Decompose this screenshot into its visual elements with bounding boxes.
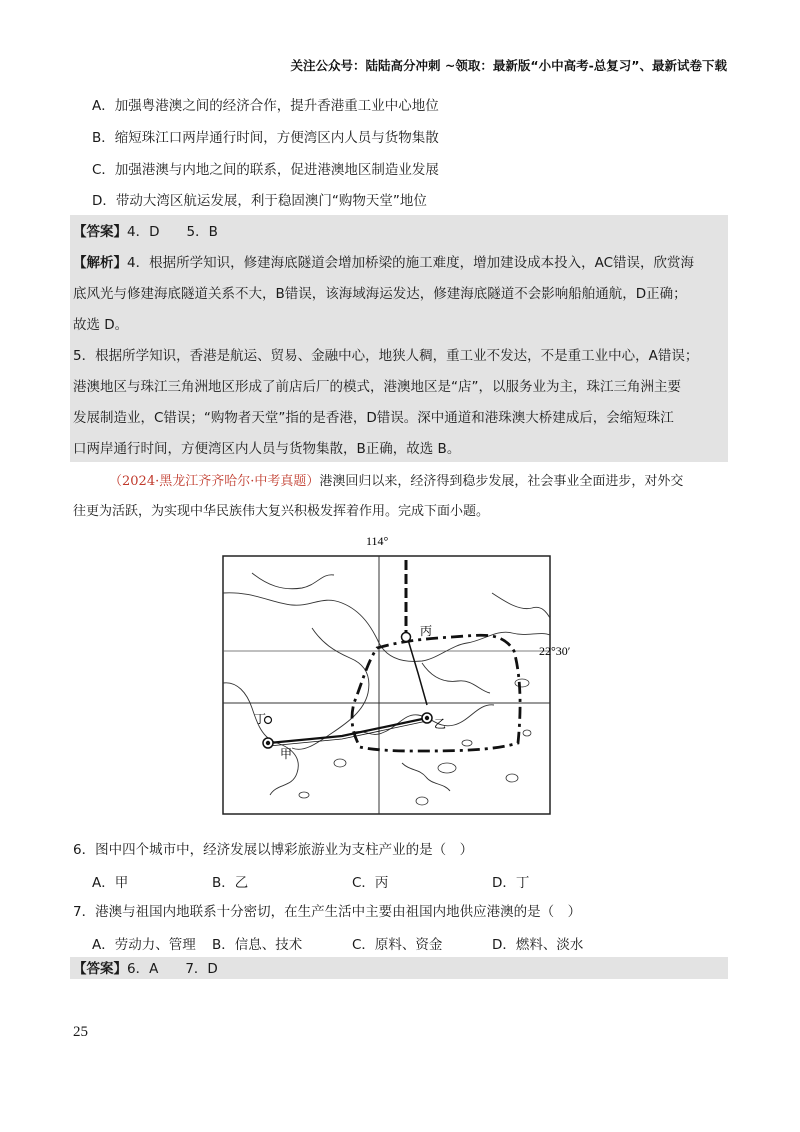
answer2-label: 【答案】	[73, 961, 127, 977]
analysis-line-3: 故选 D。	[73, 317, 129, 333]
q6-option-b: B．乙	[212, 875, 249, 891]
q7-option-a: A．劳动力、管理	[92, 937, 196, 953]
q6-option-c: C．丙	[352, 875, 389, 891]
q6-option-a: A．甲	[92, 875, 129, 891]
analysis-line-2: 底风光与修建海底隧道关系不大，B错误，该海域海运发达，修建海底隧道不会影响船舶通航，D正确；	[73, 286, 687, 302]
q5-option-d: D．带动大湾区航运发展，利于稳固澳门“购物天堂”地位	[92, 193, 427, 209]
q6-option-d: D．丁	[492, 875, 530, 891]
page-number: 25	[73, 1024, 88, 1040]
q5-option-c: C．加强港澳与内地之间的联系，促进港澳地区制造业发展	[92, 162, 439, 178]
analysis-line-4: 5．根据所学知识，香港是航运、贸易、金融中心，地狭人稠，重工业不发达，不是重工业中心，A错误；	[73, 348, 699, 364]
answer2-text: 6．A 7．D	[127, 961, 218, 977]
analysis-text: 4．根据所学知识，修建海底隧道会增加桥梁的施工难度，增加建设成本投入，AC错误，欣赏海	[127, 255, 695, 271]
intro-text-1: 港澳回归以来，经济得到稳步发展，社会事业全面进步，对外交	[319, 474, 684, 489]
intro-line-1	[109, 472, 683, 492]
q7-option-d: D．燃料、淡水	[492, 937, 584, 953]
q5-option-b: B．缩短珠江口两岸通行时间，方便湾区内人员与货物集散	[92, 130, 439, 146]
q6-options	[92, 871, 529, 891]
city-ding-label: 丁	[254, 712, 267, 726]
analysis-label: 【解析】	[73, 255, 127, 271]
lon-label: 114°	[366, 534, 389, 548]
city-yi-dot	[425, 716, 429, 720]
city-bing-label: 丙	[420, 624, 433, 638]
city-jia-label: 甲	[280, 747, 293, 761]
q7-stem: 7．港澳与祖国内地联系十分密切，在生产生活中主要由祖国内地供应港澳的是（ ）	[73, 904, 582, 920]
q5-option-a: A．加强粤港澳之间的经济合作，提升香港重工业中心地位	[92, 98, 439, 114]
answer-line-2	[73, 959, 218, 979]
city-bing-marker	[402, 633, 411, 642]
answer-label: 【答案】	[73, 224, 127, 240]
page-header: 关注公众号：陆陆高分冲刺 ~领取：最新版“小中高考-总复习”、最新试卷下载	[290, 58, 727, 73]
intro-line-2: 往更为活跃，为实现中华民族伟大复兴积极发挥着作用。完成下面小题。	[73, 504, 490, 519]
analysis-line-6: 发展制造业，C错误；“购物者天堂”指的是香港，D错误。深中通道和港珠澳大桥建成后，会缩短珠江	[73, 410, 674, 426]
analysis-line-1	[73, 253, 694, 273]
q7-option-c: C．原料、资金	[352, 937, 443, 953]
analysis-line-5: 港澳地区与珠江三角洲地区形成了前店后厂的模式，港澳地区是“店”，以服务业为主，珠江三角洲主要	[73, 379, 681, 395]
city-jia-dot	[266, 741, 270, 745]
answer-line-1	[73, 222, 218, 242]
question-source: （2024·黑龙江齐齐哈尔·中考真题）	[109, 474, 320, 489]
q7-options	[92, 933, 583, 953]
map-frame	[223, 556, 550, 814]
city-yi-label: 乙	[434, 717, 447, 731]
q7-option-b: B．信息、技术	[212, 937, 303, 953]
hk-macau-map	[222, 533, 571, 823]
answer-text: 4．D 5．B	[127, 224, 218, 240]
lat-label: 22°30′	[539, 644, 571, 658]
analysis-line-7: 口两岸通行时间，方便湾区内人员与货物集散，B正确，故选 B。	[73, 441, 461, 457]
q6-stem: 6．图中四个城市中，经济发展以博彩旅游业为支柱产业的是（ ）	[73, 842, 474, 858]
